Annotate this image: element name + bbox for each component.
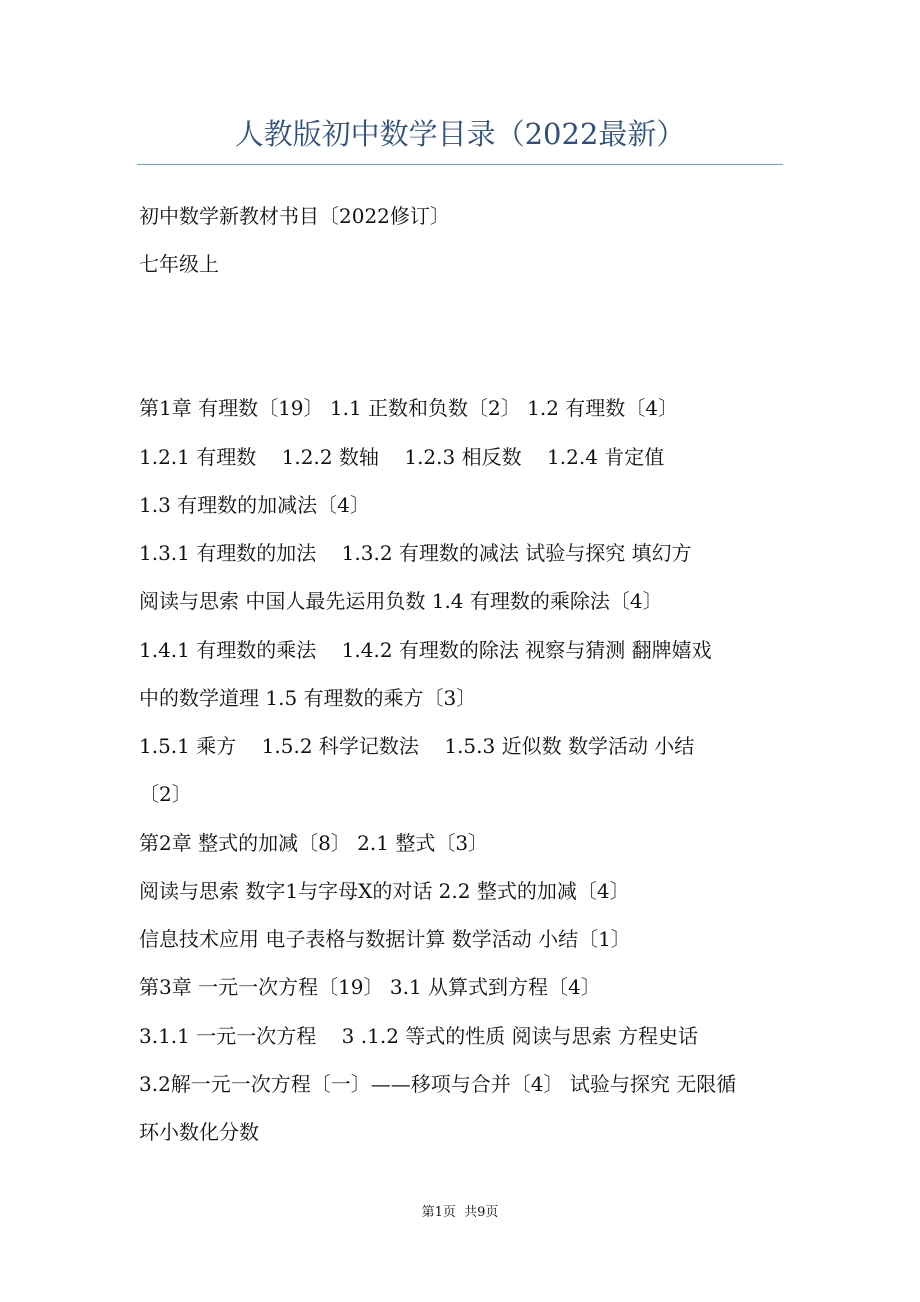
toc-line: 1.4.1 有理数的乘法 1.4.2 有理数的除法 视察与猜测 翻牌嬉戏: [139, 638, 712, 662]
title-divider: [137, 164, 783, 165]
toc-line: 1.3.1 有理数的加法 1.3.2 有理数的减法 试验与探究 填幻方: [139, 541, 692, 565]
document-title: 人教版初中数学目录（2022最新）: [234, 117, 686, 151]
grade-heading: 七年级上: [139, 252, 219, 276]
toc-line: 第3章 一元一次方程〔19〕 3.1 从算式到方程〔4〕: [139, 975, 601, 999]
page-number-footer: 第1页 共9页: [421, 1205, 499, 1220]
toc-line: 第1章 有理数〔19〕 1.1 正数和负数〔2〕 1.2 有理数〔4〕: [139, 396, 679, 420]
toc-line: 1.5.1 乘方 1.5.2 科学记数法 1.5.3 近似数 数学活动 小结: [139, 734, 695, 758]
document-subtitle: 初中数学新教材书目〔2022修订〕: [139, 204, 450, 228]
toc-line: 中的数学道理 1.5 有理数的乘方〔3〕: [139, 686, 477, 710]
toc-line: 3.1.1 一元一次方程 3 .1.2 等式的性质 阅读与思索 方程史话: [139, 1024, 698, 1048]
toc-line: 第2章 整式的加减〔8〕 2.1 整式〔3〕: [139, 831, 489, 855]
toc-line: 3.2解一元一次方程〔一〕——移项与合并〔4〕 试验与探究 无限循: [139, 1072, 737, 1096]
toc-line: 1.3 有理数的加减法〔4〕: [139, 493, 370, 517]
toc-line: 信息技术应用 电子表格与数据计算 数学活动 小结〔1〕: [139, 927, 631, 951]
toc-line: 1.2.1 有理数 1.2.2 数轴 1.2.3 相反数 1.2.4 肯定值: [139, 445, 665, 469]
toc-line: 环小数化分数: [139, 1120, 259, 1144]
toc-line: 阅读与思索 数字1与字母X的对话 2.2 整式的加减〔4〕: [139, 879, 630, 903]
toc-line: 阅读与思索 中国人最先运用负数 1.4 有理数的乘除法〔4〕: [139, 589, 663, 613]
toc-line: 〔2〕: [139, 782, 192, 806]
